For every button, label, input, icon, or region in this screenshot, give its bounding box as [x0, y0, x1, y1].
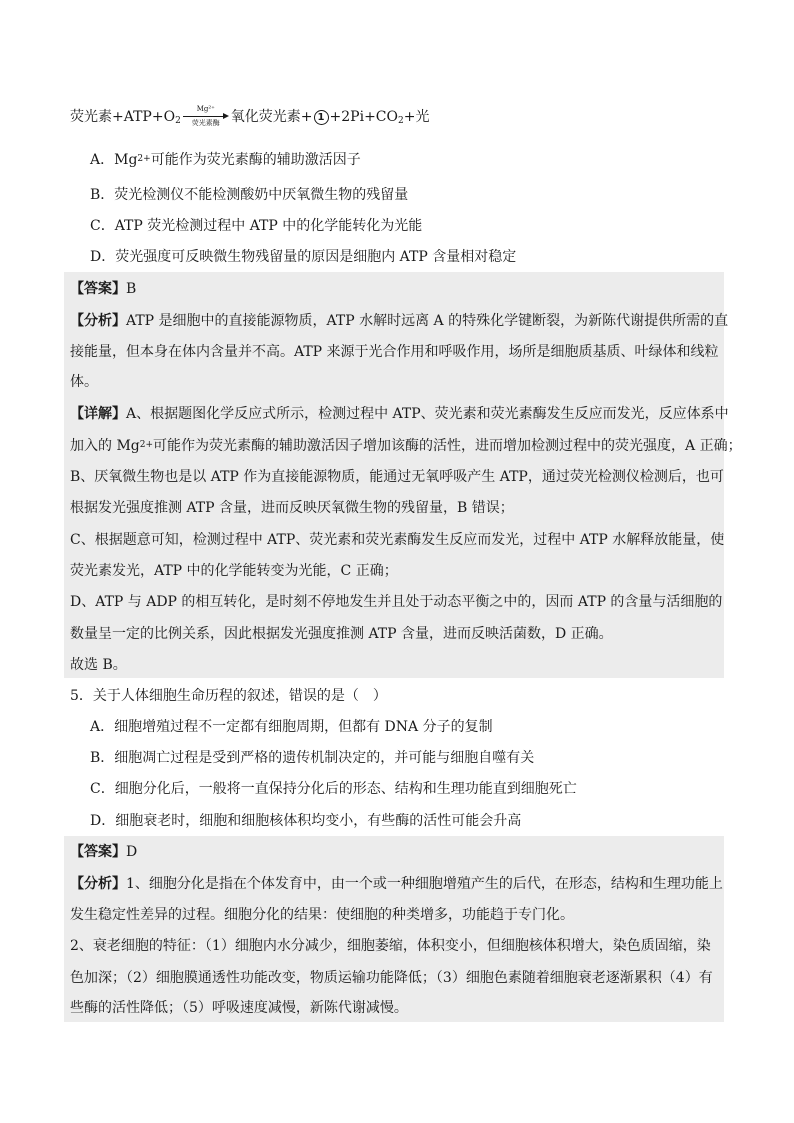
equation-reactants: 荧光素+ATP+ — [70, 109, 164, 125]
q5-answer-tag: 【答案】 — [70, 844, 126, 860]
reaction-equation — [70, 106, 429, 128]
equation-product-2: +2Pi+ — [329, 109, 376, 125]
q4-analysis-line-1 — [70, 311, 728, 331]
equation-o2: O — [163, 109, 176, 125]
q4-option-c: C．ATP 荧光检测过程中 ATP 中的化学能转化为光能 — [90, 218, 423, 234]
q4-option-a-ion-charge: 2+ — [137, 154, 151, 164]
q5-answer-value: D — [126, 844, 138, 860]
q4-option-b: B．荧光检测仪不能检测酸奶中厌氧微生物的残留量 — [90, 187, 409, 203]
q4-detail-line-3: B、厌氧微生物也是以 ATP 作为直接能源物质，能通过无氧呼吸产生 ATP，通过荧光检测仪检测后，也可 — [70, 469, 724, 485]
q5-analysis-line-5: 些酶的活性降低；（5）呼吸速度减慢，新陈代谢减慢。 — [70, 1000, 408, 1016]
q4-analysis-tag: 【分析】 — [70, 313, 126, 329]
q4-option-a — [90, 150, 361, 172]
q5-analysis-text-1: 1、细胞分化是指在个体发育中，由一个或一种细胞增殖产生的后代，在形态，结构和生理功能上 — [126, 876, 723, 892]
equation-product-1: 氧化荧光素+ — [230, 109, 313, 125]
q4-answer — [70, 279, 136, 299]
q4-option-a-text: 可能作为荧光素酶的辅助激活因子 — [150, 152, 361, 168]
q4-detail-text-1: A、根据题图化学反应式所示，检测过程中 ATP、荧光素和荧光素酶发生反应而发光，反应体系中 — [126, 406, 729, 422]
q5-option-c: C．细胞分化后，一般将一直保持分化后的形态、结构和生理功能直到细胞死亡 — [90, 781, 577, 797]
arrow-line-icon — [183, 116, 225, 117]
q5-stem: 5．关于人体细胞生命历程的叙述，错误的是（ ） — [70, 688, 387, 704]
q4-detail-line-5: C、根据题意可知，检测过程中 ATP、荧光素和荧光素酶发生反应而发光，过程中 ATP 水解释放能量，使 — [70, 532, 725, 548]
catalyst-ion-label: Mg²⁺ — [196, 105, 215, 113]
q5-analysis-line-3: 2、衰老细胞的特征：（1）细胞内水分减少，细胞萎缩，体积变小，但细胞核体积增大，染色质固缩，染 — [70, 938, 711, 954]
q4-detail-line-2 — [70, 436, 742, 458]
equation-o2-subscript: 2 — [175, 116, 181, 126]
q4-detail-line-8: 数量呈一定的比例关系，因此根据发光强度推测 ATP 含量，进而反映活菌数，D 正确。 — [70, 626, 613, 642]
q4-answer-tag: 【答案】 — [70, 281, 126, 297]
q5-option-d: D．细胞衰老时，细胞和细胞核体积均变小，有些酶的活性可能会升高 — [90, 813, 522, 829]
q5-option-b: B．细胞凋亡过程是受到严格的遗传机制决定的，并可能与细胞自噬有关 — [90, 750, 535, 766]
q4-option-a-ion: Mg — [114, 152, 138, 168]
q4-detail-line-4: 根据发光强度推测 ATP 含量，进而反映厌氧微生物的残留量，B 错误； — [70, 500, 514, 516]
reaction-arrow — [183, 106, 229, 128]
q5-analysis-line-2: 发生稳定性差异的过程。细胞分化的结果：使细胞的种类增多，功能趋于专门化。 — [70, 907, 574, 923]
q4-detail-line-6: 荧光素发光，ATP 中的化学能转变为光能，C 正确； — [70, 563, 398, 579]
q4-detail-line-1 — [70, 404, 729, 424]
q4-detail-tag: 【详解】 — [70, 406, 126, 422]
q4-answer-value: B — [126, 281, 137, 297]
q4-detail-text-2b: 可能作为荧光素酶的辅助激活因子增加该酶的活性，进而增加检测过程中的荧光强度，A 正确； — [153, 438, 742, 454]
q5-analysis-line-4: 色加深；（2）细胞膜通透性功能改变，物质运输功能降低；（3）细胞色素随着细胞衰老逐渐累积（4）有 — [70, 970, 713, 986]
q5-answer — [70, 842, 137, 862]
equation-co2: CO — [375, 109, 398, 125]
q4-detail-line-7: D、ATP 与 ADP 的相互转化，是时刻不停地发生并且处于动态平衡之中的，因而 ATP 的含量与活细胞的 — [70, 594, 723, 610]
q5-analysis-tag: 【分析】 — [70, 876, 126, 892]
q4-analysis-line-2: 接能量，但本身在体内含量并不高。ATP 来源于光合作用和呼吸作用，场所是细胞质基质、叶绿体和线粒 — [70, 344, 719, 360]
q5-solution-block — [64, 836, 724, 1022]
q5-option-a: A．细胞增殖过程不一定都有细胞周期，但都有 DNA 分子的复制 — [90, 719, 493, 735]
q4-analysis-text-1: ATP 是细胞中的直接能源物质，ATP 水解时远离 A 的特殊化学键断裂，为新陈代谢提供所需的直 — [126, 313, 729, 329]
equation-co2-subscript: 2 — [398, 116, 404, 126]
q4-detail-ion-charge: 2+ — [139, 440, 154, 450]
q4-detail-line-9: 故选 B。 — [70, 657, 127, 673]
q4-option-a-prefix: A． — [90, 152, 115, 168]
catalyst-enzyme-label: 荧光素酶 — [191, 119, 220, 127]
q4-detail-text-2a: 加入的 Mg — [70, 438, 140, 454]
q4-analysis-line-3: 体。 — [70, 374, 98, 390]
equation-product-3: +光 — [403, 109, 430, 125]
q5-analysis-line-1 — [70, 874, 723, 894]
circled-number-1-icon: 1 — [314, 110, 329, 125]
q4-option-d: D．荧光强度可反映微生物残留量的原因是细胞内 ATP 含量相对稳定 — [90, 249, 517, 265]
